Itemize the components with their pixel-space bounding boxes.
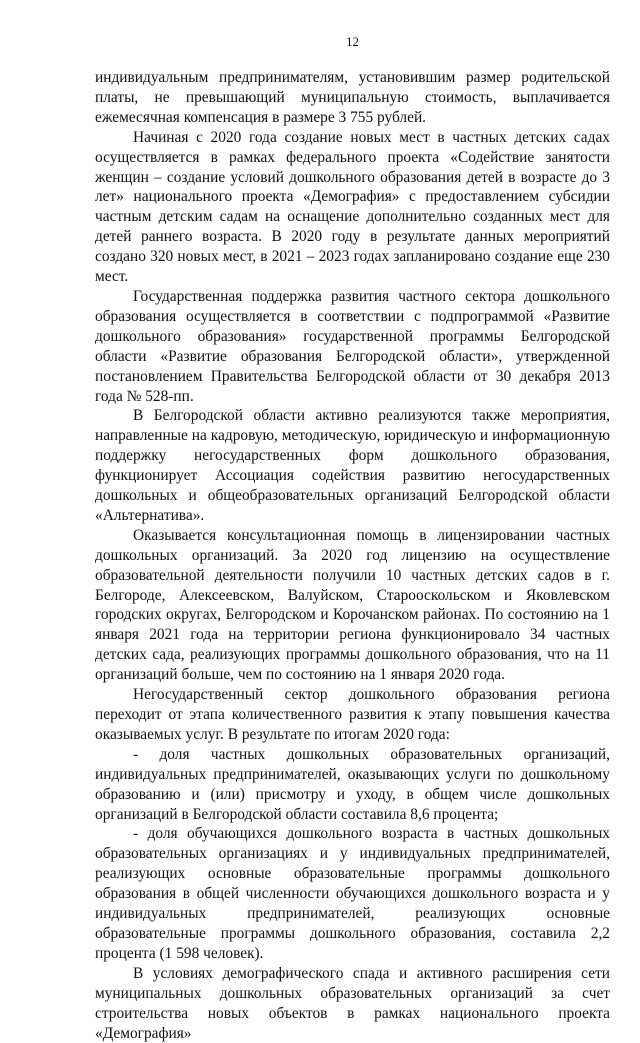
paragraph-state-support: Государственная поддержка развития частного сектора дошкольного образования осуществляется в соответствии с подпрограммой «Развитие дошкольного образования» государственной программы Белгородской области «Развитие образования Белгородской области», утвержденной постановлением Правительства Белгородской области от 30 декабря 2013 года № 528-пп. xyxy=(95,287,610,405)
paragraph-new-places: Начиная с 2020 года создание новых мест в частных детских садах осуществляется в рамках федерального проекта «Содействие занятости женщин – создание условий дошкольного образования детей в возрасте до 3 лет» национального проекта «Демография» с предоставлением субсидии частным детским садам на оснащение дополнительно созданных мест для детей раннего возраста. В 2020 году в результате данных мероприятий создано 320 новых мест, в 2021 – 2023 годах запланировано создание еще 230 мест. xyxy=(95,128,610,286)
paragraph-quality-transition: Негосударственный сектор дошкольного образования региона переходит от этапа количественного развития к этапу повышения качества оказываемых услуг. В результате по итогам 2020 года: xyxy=(95,686,610,743)
paragraph-compensation: индивидуальным предпринимателям, установившим размер родительской платы, не превышающий муниципальную стоимость, выплачивается ежемесячная компенсация в размере 3 755 рублей. xyxy=(95,69,610,126)
list-item-share-organizations: - доля частных дошкольных образовательных организаций, индивидуальных предпринимателей, оказывающих услуги по дошкольному образованию и (или) присмотру и уходу, в общем числе дошкольных организаций в Белгородской области составила 8,6 процента; xyxy=(95,745,610,823)
paragraph-activities: В Белгородской области активно реализуются также мероприятия, направленные на кадровую, методическую, юридическую и информационную поддержку негосударственных форм дошкольного образования, функционирует Ассоциация содействия развитию негосударственных дошкольных и общеобразовательных организаций Белгородской области «Альтернатива». xyxy=(95,407,610,524)
list-item-share-pupils: - доля обучающихся дошкольного возраста в частных дошкольных образовательных организациях и у индивидуальных предпринимателей, реализующих основные образовательные программы дошкольного образования в общей численности обучающихся дошкольного возраста и у индивидуальных предпринимателей, реализующих основные образовательные программы дошкольного образования, составила 2,2 процента (1 598 человек). xyxy=(95,825,610,962)
page-number: 12 xyxy=(346,34,359,49)
paragraph-demographic-decline: В условиях демографического спада и активного расширения сети муниципальных дошкольных образовательных организаций за счет строительства новых объектов в рамках национального проекта «Демография» xyxy=(95,964,610,1042)
paragraph-licensing: Оказывается консультационная помощь в лицензировании частных дошкольных организаций. За 2020 год лицензию на осуществление образовательной деятельности получили 10 частных детских садов в г. Белгороде, Алексеевском, Валуйском, Старооскольском и Яковлевском городских округах, Белгородском и Корочанском районах. По состоянию на 1 января 2021 года на территории региона функционировало 34 частных детских сада, реализующих программы дошкольного образования, что на 11 организаций больше, чем по состоянию на 1 января 2020 года. xyxy=(95,526,610,684)
